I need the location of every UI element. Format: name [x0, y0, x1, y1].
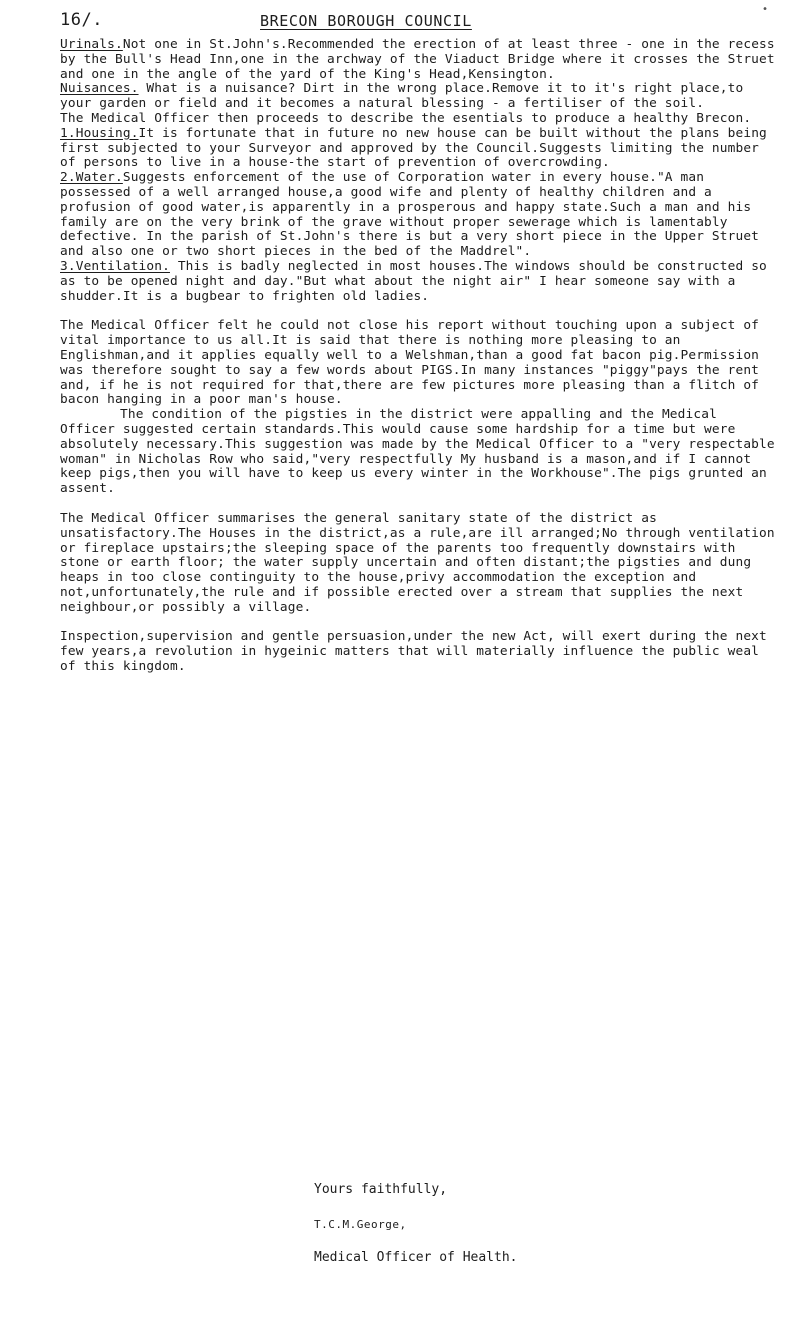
text-summary: The Medical Officer summarises the general sanitary state of the district as unsatisfactory.The Houses in the district,as a rule,are ill arranged;No through ventilation or fireplace upstairs;the sleeping space of the parents too frequently downstairs with stone or earth floor; the water supply uncertain and often distant;the pigsties and dung heaps in too close continguity to the house,privy accommodation the exception and not,unfortunately,the rule and if possible erected over a stream that supplies the next neighbour,or possibly a village. [60, 510, 775, 615]
paragraph-nuisances [60, 82, 775, 112]
heading-nuisances: Nuisances. [60, 81, 139, 97]
page-number: 16/. [60, 10, 103, 30]
text-ventilation: This is badly neglected in most houses.The windows should be constructed so as to be opened night and day."But what about the night air" I hear someone say with a shudder.It is a bugbear to frighten old ladies. [60, 258, 767, 304]
paragraph-ventilation [60, 260, 775, 304]
paragraph-essentials-intro [60, 112, 775, 127]
paragraph-urinals [60, 38, 775, 82]
text-water: Suggests enforcement of the use of Corporation water in every house."A man possessed of a well arranged house,a good wife and plenty of healthy children and a profusion of good water,is apparently in a prosperous and happy state.Such a man and his family are on the very brink of the grave without proper sewerage which is lamentably defective. In the parish of St.John's there is but a very short piece in the Upper Struet and also one or two short pieces in the bed of the Maddrel". [60, 170, 760, 260]
heading-water: 2.Water. [60, 170, 123, 186]
paragraph-water [60, 171, 775, 260]
heading-ventilation: 3.Ventilation. [60, 258, 170, 274]
text-urinals: Not one in St.John's.Recommended the erection of at least three - one in the recess by the Bull's Head Inn,one in the archway of the Viaduct Bridge where it crosses the Struet and one in the angle of the yard of the King's Head,Kensington. [60, 37, 775, 82]
report-body [60, 38, 775, 675]
paragraph-pigs-intro [60, 319, 775, 408]
signatory-title: Medical Officer of Health. [314, 1250, 518, 1265]
paragraph-summary [60, 512, 775, 616]
text-pigsties: The condition of the pigsties in the district were appalling and the Medical Officer suggested certain standards.This would cause some hardship for a time but were absolutely necessary.This suggestion was made by the Medical Officer to a "very respectable woman" in Nicholas Row who said,"very respectfully My husband is a mason,and if I cannot keep pigs,then you will have to keep us every winter in the Workhouse".The pigs grunted an assent. [60, 407, 775, 497]
page-header [60, 4, 768, 36]
valediction: Yours faithfully, [314, 1182, 448, 1197]
text-inspection: Inspection,supervision and gentle persuasion,under the new Act, will exert during the next few years,a revolution in hygeinic matters that will materially influence the public weal of this kingdom. [60, 629, 767, 675]
text-nuisances: What is a nuisance? Dirt in the wrong place.Remove it to it's right place,to your garden or field and it becomes a natural blessing - a fertiliser of the soil. [60, 81, 744, 112]
paragraph-inspection [60, 630, 775, 674]
heading-urinals: Urinals. [60, 37, 123, 52]
signature: T.C.M.George, [314, 1218, 407, 1231]
paragraph-pigsties [60, 408, 775, 497]
paragraph-housing [60, 127, 775, 171]
text-essentials-intro: The Medical Officer then proceeds to describe the esentials to produce a healthy Brecon. [60, 110, 752, 126]
corner-mark: • [761, 4, 768, 15]
text-housing: It is fortunate that in future no new house can be built without the plans being first subjected to your Surveyor and approved by the Council.Suggests limiting the number of persons to live in a house-the start of prevention of overcrowding. [60, 125, 767, 171]
text-pigs-intro: The Medical Officer felt he could not close his report without touching upon a subject of vital importance to us all.It is said that there is nothing more pleasing to an Englishman,and it applies equally well to a Welshman,than a good fat bacon pig.Permission was therefore sought to say a few words about PIGS.In many instances "piggy"pays the rent and, if he is not required for that,there are few pictures more pleasing than a flitch of bacon hanging in a poor man's house. [60, 318, 760, 408]
heading-housing: 1.Housing. [60, 125, 139, 141]
running-head: BRECON BOROUGH COUNCIL [260, 12, 472, 30]
